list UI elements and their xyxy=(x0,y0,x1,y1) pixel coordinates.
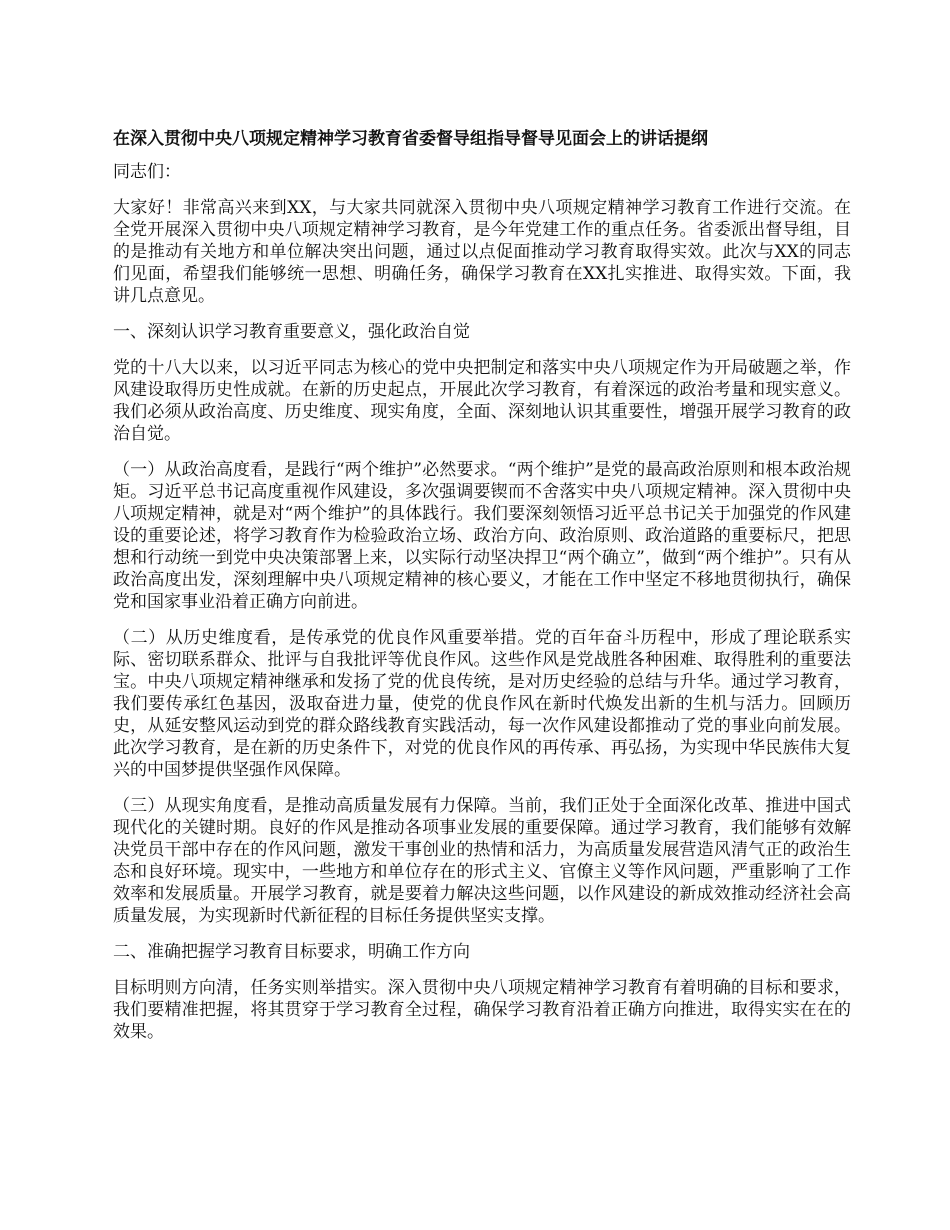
paragraph: 党的十八大以来，以习近平同志为核心的党中央把制定和落实中央八项规定作为开局破题之举，作风建设取得历史性成就。在新的历史起点，开展此次学习教育，有着深远的政治考量和现实意义。我们必须从政治高度、历史维度、现实角度，全面、深刻地认识其重要性，增强开展学习教育的政治自觉。 xyxy=(113,358,851,444)
document-page xyxy=(113,128,851,1057)
paragraph: 目标明则方向清，任务实则举措实。深入贯彻中央八项规定精神学习教育有着明确的目标和要求，我们要精准把握，将其贯穿于学习教育全过程，确保学习教育沿着正确方向推进，取得实实在在的效果。 xyxy=(113,978,851,1042)
section-heading-2: 二、准确把握学习教育目标要求，明确工作方向 xyxy=(113,942,470,962)
paragraph: （二）从历史维度看，是传承党的优良作风重要举措。党的百年奋斗历程中，形成了理论联系实际、密切联系群众、批评与自我批评等优良作风。这些作风是党战胜各种困难、取得胜利的重要法宝。中央八项规定精神继承和发扬了党的优良传统，是对历史经验的总结与升华。通过学习教育，我们要传承红色基因，汲取奋进力量，使党的优良作风在新时代焕发出新的生机与活力。回顾历史，从延安整风运动到党的群众路线教育实践活动，每一次作风建设都推动了党的事业向前发展。此次学习教育，是在新的历史条件下，对党的优良作风的再传承、再弘扬，为实现中华民族伟大复兴的中国梦提供坚强作风保障。 xyxy=(113,628,851,780)
paragraph-opening: 大家好！非常高兴来到XX，与大家共同就深入贯彻中央八项规定精神学习教育工作进行交流。在全党开展深入贯彻中央八项规定精神学习教育，是今年党建工作的重点任务。省委派出督导组，目的是推动有关地方和单位解决突出问题，通过以点促面推动学习教育取得实效。此次与XX的同志们见面，希望我们能够统一思想、明确任务，确保学习教育在XX扎实推进、取得实效。下面，我讲几点意见。 xyxy=(113,198,851,306)
section-heading-1: 一、深刻认识学习教育重要意义，强化政治自觉 xyxy=(113,322,470,342)
salutation: 同志们： xyxy=(113,162,181,182)
document-title: 在深入贯彻中央八项规定精神学习教育省委督导组指导督导见面会上的讲话提纲 xyxy=(113,129,708,149)
paragraph: （三）从现实角度看，是推动高质量发展有力保障。当前，我们正处于全面深化改革、推进中国式现代化的关键时期。良好的作风是推动各项事业发展的重要保障。通过学习教育，我们能够有效解决党员干部中存在的作风问题，激发干事创业的热情和活力，为高质量发展营造风清气正的政治生态和良好环境。现实中，一些地方和单位存在的形式主义、官僚主义等作风问题，严重影响了工作效率和发展质量。开展学习教育，就是要着力解决这些问题，以作风建设的新成效推动经济社会高质量发展，为实现新时代新征程的目标任务提供坚实支撑。 xyxy=(113,796,851,926)
paragraph: （一）从政治高度看，是践行“两个维护”必然要求。“两个维护”是党的最高政治原则和根本政治规矩。习近平总书记高度重视作风建设，多次强调要锲而不舍落实中央八项规定精神。深入贯彻中央八项规定精神，就是对“两个维护”的具体践行。我们要深刻领悟习近平总书记关于加强党的作风建设的重要论述，将学习教育作为检验政治立场、政治方向、政治原则、政治道路的重要标尺，把思想和行动统一到党中央决策部署上来，以实际行动坚决捍卫“两个确立”，做到“两个维护”。只有从政治高度出发，深刻理解中央八项规定精神的核心要义，才能在工作中坚定不移地贯彻执行，确保党和国家事业沿着正确方向前进。 xyxy=(113,460,851,612)
